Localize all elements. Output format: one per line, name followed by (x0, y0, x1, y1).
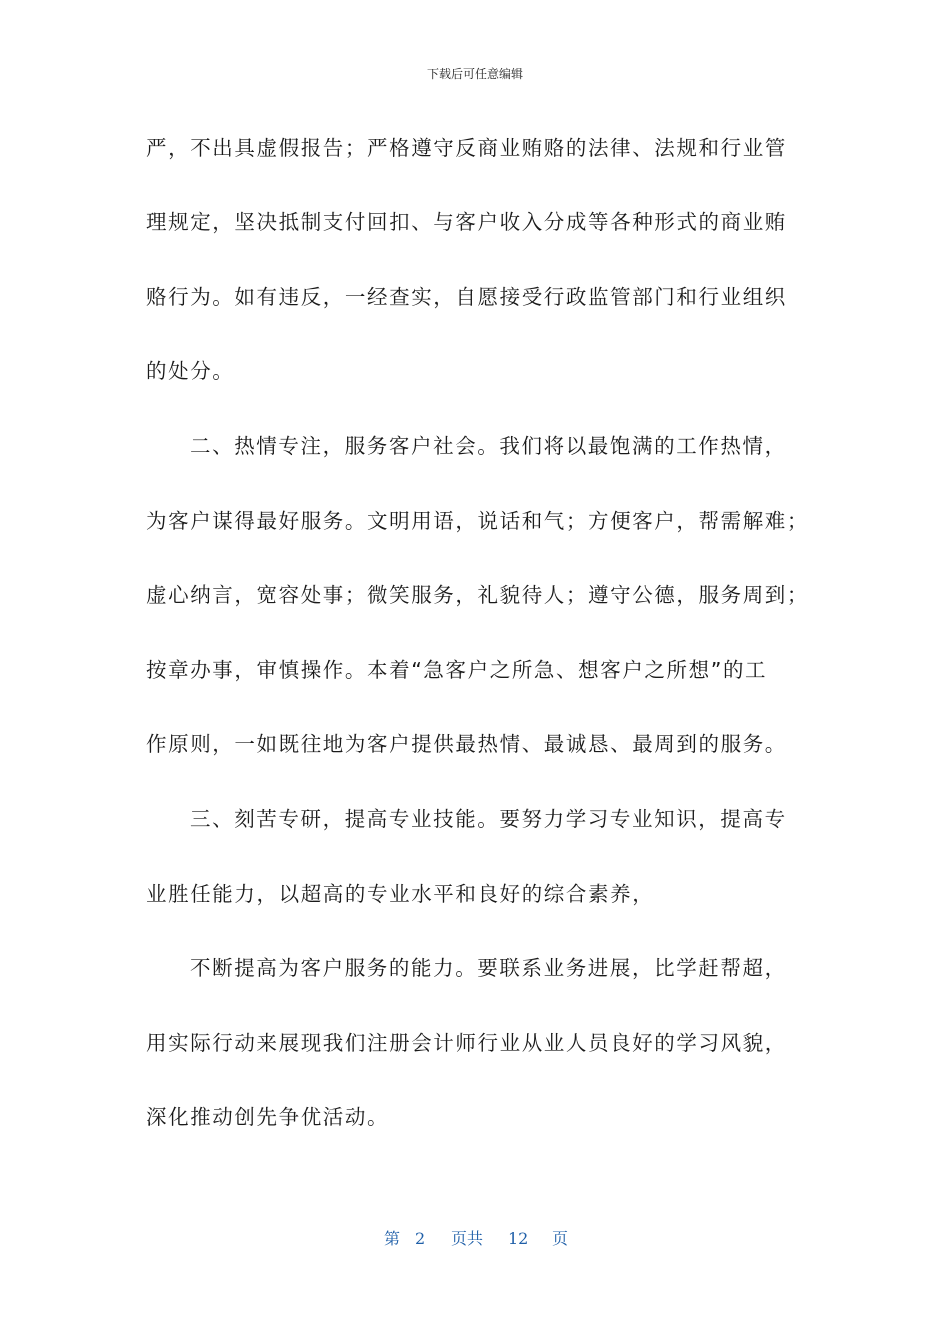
body-line: 深化推动创先争优活动。 (146, 1105, 390, 1129)
total-page-count: 12 (508, 1229, 529, 1248)
page-prefix: 第 (384, 1229, 401, 1248)
body-line: 严，不出具虚假报告；严格遵守反商业贿赂的法律、法规和行业管 (146, 136, 787, 160)
body-line: 业胜任能力，以超高的专业水平和良好的综合素养， (146, 882, 655, 906)
body-line: 虚心纳言，宽容处事；微笑服务，礼貌待人；遵守公德，服务周到； (146, 583, 809, 607)
body-line: 赂行为。如有违反，一经查实，自愿接受行政监管部门和行业组织 (146, 285, 787, 309)
body-line: 用实际行动来展现我们注册会计师行业从业人员良好的学习风貌， (146, 1031, 787, 1055)
body-line: 的处分。 (146, 359, 235, 383)
body-line: 按章办事，审慎操作。本着“急客户之所急、想客户之所想”的工 (146, 658, 768, 682)
page-header: 下载后可任意编辑 (426, 67, 523, 81)
current-page-number: 2 (415, 1229, 426, 1248)
body-line: 为客户谋得最好服务。文明用语，说话和气；方便客户，帮需解难； (146, 509, 809, 533)
body-line: 理规定，坚决抵制支付回扣、与客户收入分成等各种形式的商业贿 (146, 210, 787, 234)
total-suffix: 页 (552, 1229, 569, 1248)
paragraph-start-line: 不断提高为客户服务的能力。要联系业务进展，比学赶帮超， (190, 956, 787, 980)
body-line: 作原则，一如既往地为客户提供最热情、最诚恳、最周到的服务。 (146, 732, 787, 756)
paragraph-start-line: 三、刻苦专研，提高专业技能。要努力学习专业知识，提高专 (190, 807, 787, 831)
page-suffix: 页共 (451, 1229, 484, 1248)
paragraph-start-line: 二、热情专注，服务客户社会。我们将以最饱满的工作热情， (190, 434, 787, 458)
